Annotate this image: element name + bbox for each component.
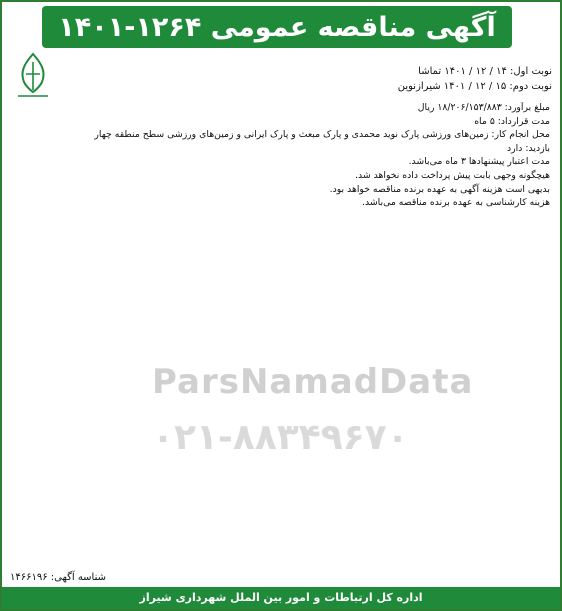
first-publication-date: نوبت اول: ۱۴ / ۱۲ / ۱۴۰۱ تماشا (418, 66, 552, 77)
second-publication-date: نوبت دوم: ۱۵ / ۱۲ / ۱۴۰۱ شیرازنوین (397, 81, 552, 92)
bullet-item: هیچگونه وجهی بابت پیش پرداخت داده نخواهد شد. (355, 169, 550, 181)
footer-banner: اداره کل ارتباطات و امور بین الملل شهرداری شیراز (2, 587, 560, 609)
watermark: ParsNamadData (152, 362, 474, 402)
phone-watermark: ۰۲۱-۸۸۳۴۹۶۷۰ (152, 417, 409, 458)
bullet-item: هزینه کارشناسی به عهده برنده مناقصه می‌باشد. (362, 197, 550, 209)
shiraz-municipality-logo-icon (10, 50, 56, 100)
bullet-item: مدت اعتبار پیشنهادها ۳ ماه می‌باشد. (408, 156, 550, 168)
publication-dates (398, 64, 552, 94)
bullet-item: محل انجام کار: زمین‌های ورزشی پارک نوید محمدی و پارک مبعث و پارک ایرانی و زمین‌های ورزشی سطح منطقه چهار (94, 129, 550, 141)
ad-id: شناسه آگهی: ۱۴۶۶۱۹۶ (10, 572, 107, 583)
notice-title: آگهی مناقصه عمومی ۱۲۶۴-۱۴۰۱ (42, 6, 512, 48)
bullet-item: بازدید: دارد (507, 142, 550, 154)
bullet-item: بدیهی است هزینه آگهی به عهده برنده مناقصه خواهد بود. (329, 183, 550, 195)
bullet-item: مبلغ برآورد: ۱۸/۲۰۶/۱۵۳/۸۸۳ ریال (417, 102, 550, 113)
bullet-item: مدت قرارداد: ۵ ماه (474, 115, 550, 127)
notice-body (12, 102, 550, 565)
